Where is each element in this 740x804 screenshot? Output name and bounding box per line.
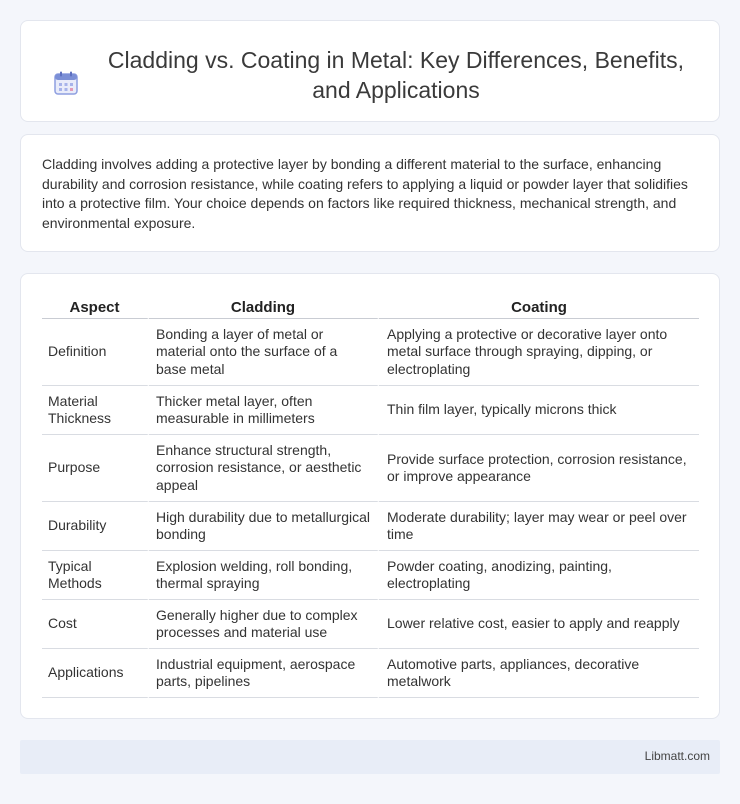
table-row: [42, 649, 699, 698]
cell-cladding: Bonding a layer of metal or material onto the surface of a base metal: [149, 319, 379, 386]
cell-aspect: Typical Methods: [42, 551, 149, 600]
intro-paragraph: Cladding involves adding a protective layer by bonding a different material to the surface, enhancing durability and corrosion resistance, while coating refers to applying a liquid or powder layer that solidifies into a protective film. Your choice depends on factors like required thickness, mechanical strength, and environmental exposure.: [42, 156, 688, 231]
header-cladding: Cladding: [149, 294, 379, 319]
cell-coating: Automotive parts, appliances, decorative metalwork: [379, 649, 699, 698]
calendar-icon: [53, 70, 79, 96]
cell-cladding: Generally higher due to complex processes and material use: [149, 600, 379, 649]
cell-coating: Applying a protective or decorative layer onto metal surface through spraying, dipping, or electroplating: [379, 319, 699, 386]
cell-coating: Lower relative cost, easier to apply and reapply: [379, 600, 699, 649]
footer-brand-link[interactable]: Libmatt.com: [644, 749, 710, 763]
table-header-row: [42, 294, 699, 319]
header-aspect: Aspect: [42, 294, 149, 319]
table-row: [42, 502, 699, 551]
page-title: Cladding vs. Coating in Metal: Key Differences, Benefits, and Applications: [107, 47, 685, 103]
cell-aspect: Definition: [42, 319, 149, 386]
cell-cladding: High durability due to metallurgical bonding: [149, 502, 379, 551]
cell-coating: Moderate durability; layer may wear or peel over time: [379, 502, 699, 551]
cell-cladding: Thicker metal layer, often measurable in millimeters: [149, 386, 379, 435]
cell-aspect: Cost: [42, 600, 149, 649]
table-row: [42, 600, 699, 649]
table-row: [42, 386, 699, 435]
cell-aspect: Durability: [42, 502, 149, 551]
cell-aspect: Material Thickness: [42, 386, 149, 435]
cell-cladding: Enhance structural strength, corrosion resistance, or aesthetic appeal: [149, 435, 379, 502]
header-coating: Coating: [379, 294, 699, 319]
cell-coating: Thin film layer, typically microns thick: [379, 386, 699, 435]
cell-cladding: Industrial equipment, aerospace parts, pipelines: [149, 649, 379, 698]
intro-card: [20, 134, 720, 252]
cell-aspect: Applications: [42, 649, 149, 698]
cell-coating: Provide surface protection, corrosion resistance, or improve appearance: [379, 435, 699, 502]
table-row: [42, 435, 699, 502]
cell-cladding: Explosion welding, roll bonding, thermal spraying: [149, 551, 379, 600]
cell-coating: Powder coating, anodizing, painting, electroplating: [379, 551, 699, 600]
table-row: [42, 551, 699, 600]
comparison-card: [20, 273, 720, 719]
cell-aspect: Purpose: [42, 435, 149, 502]
footer-bar: [20, 740, 720, 774]
comparison-table: [42, 294, 699, 698]
header-card: [20, 20, 720, 122]
table-row: [42, 319, 699, 386]
